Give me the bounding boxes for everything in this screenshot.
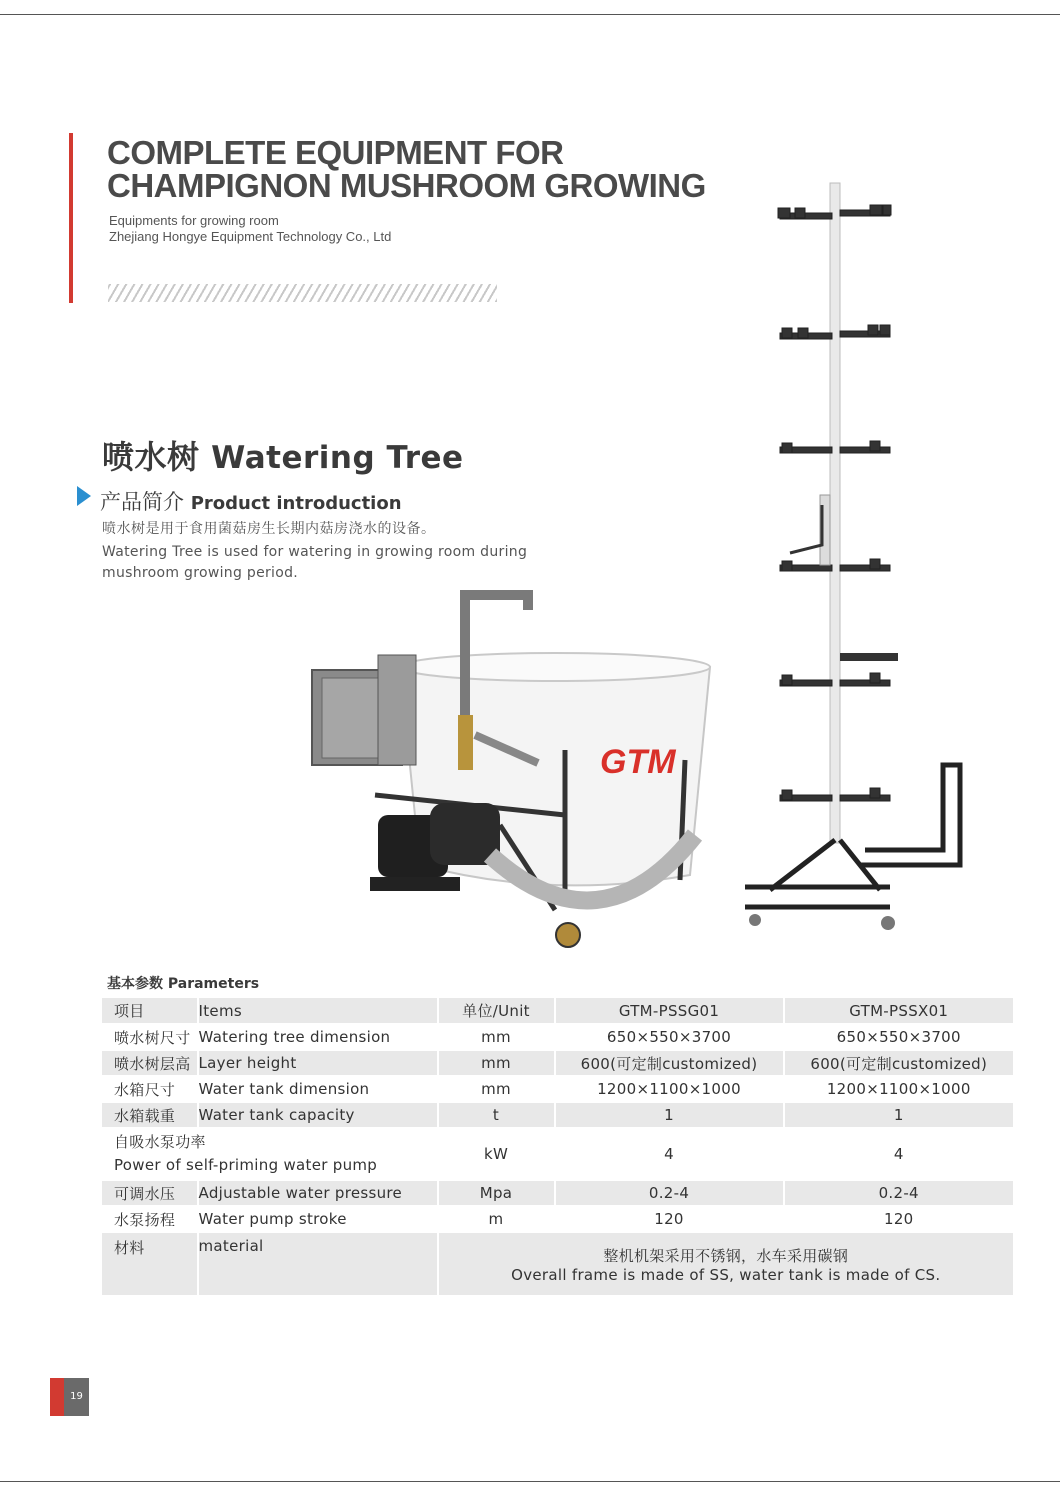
row-value-b: 4 [784, 1128, 1013, 1180]
row-value-a: 0.2-4 [555, 1180, 784, 1206]
section-title-cn: 喷水树 [102, 438, 200, 476]
row-name-en: Water pump stroke [198, 1206, 438, 1232]
row-unit: Mpa [438, 1180, 555, 1206]
row-value-a: 120 [555, 1206, 784, 1232]
row-value-a: 600(可定制customized) [555, 1050, 784, 1076]
table-row [102, 1076, 1013, 1102]
top-rule [0, 14, 1060, 15]
row-name-en: Power of self-priming water pump [114, 1156, 378, 1174]
row-name-en: Watering tree dimension [198, 1024, 438, 1050]
product-photo [300, 175, 980, 955]
header-items-en: Items [198, 998, 438, 1024]
row-value-b: 0.2-4 [784, 1180, 1013, 1206]
row-unit: mm [438, 1076, 555, 1102]
intro-heading-en: Product introduction [190, 493, 402, 514]
page-title-line-1: COMPLETE EQUIPMENT FOR [107, 134, 564, 171]
row-name-pump-power [102, 1128, 438, 1180]
row-unit: mm [438, 1024, 555, 1050]
row-value-b: 1200×1100×1000 [784, 1076, 1013, 1102]
subtitle-line-1: Equipments for growing room [109, 213, 279, 228]
material-value [438, 1232, 1013, 1296]
table-row [102, 1102, 1013, 1128]
parameters-heading: 基本参数 Parameters [107, 976, 260, 992]
row-name-cn: 水箱尺寸 [102, 1076, 198, 1102]
row-value-a: 650×550×3700 [555, 1024, 784, 1050]
row-name-en: material [198, 1232, 438, 1296]
material-value-cn: 整机机架采用不锈钢，水车采用碳钢 [603, 1247, 849, 1265]
row-value-b: 120 [784, 1206, 1013, 1232]
row-unit: m [438, 1206, 555, 1232]
row-value-a: 1 [555, 1102, 784, 1128]
row-name-en: Layer height [198, 1050, 438, 1076]
table-row [102, 1024, 1013, 1050]
header-model-b: GTM-PSSX01 [784, 998, 1013, 1024]
row-unit: mm [438, 1050, 555, 1076]
bottom-rule [0, 1481, 1060, 1482]
intro-heading-cn: 产品简介 [100, 490, 184, 514]
table-row [102, 1180, 1013, 1206]
material-value-en: Overall frame is made of SS, water tank is made of CS. [511, 1266, 941, 1284]
table-row-pump-power [102, 1128, 1013, 1180]
parameters-table [102, 998, 1013, 1297]
table-row [102, 1206, 1013, 1232]
table-row [102, 1050, 1013, 1076]
row-name-en: Water tank dimension [198, 1076, 438, 1102]
row-unit: kW [438, 1128, 555, 1180]
page-number: 19 [50, 1378, 89, 1416]
table-row-material [102, 1232, 1013, 1296]
product-illustration [300, 175, 980, 955]
row-name-cn: 自吸水泵功率 [114, 1133, 206, 1151]
row-unit: t [438, 1102, 555, 1128]
water-tank-unit [312, 595, 710, 947]
header-model-a: GTM-PSSG01 [555, 998, 784, 1024]
section-title-en: Watering Tree [211, 440, 464, 476]
row-name-en: Water tank capacity [198, 1102, 438, 1128]
row-value-a: 1200×1100×1000 [555, 1076, 784, 1102]
watering-tree [745, 183, 960, 930]
row-value-a: 4 [555, 1128, 784, 1180]
subtitle-line-2: Zhejiang Hongye Equipment Technology Co., Ltd [109, 229, 392, 244]
gtm-logo: GTM [600, 743, 676, 781]
row-name-cn: 可调水压 [102, 1180, 198, 1206]
row-value-b: 600(可定制customized) [784, 1050, 1013, 1076]
row-value-b: 1 [784, 1102, 1013, 1128]
row-name-cn: 喷水树尺寸 [102, 1024, 198, 1050]
play-arrow-icon [77, 486, 91, 506]
row-value-b: 650×550×3700 [784, 1024, 1013, 1050]
page-title-line-2: CHAMPIGNON MUSHROOM GROWING [107, 167, 706, 204]
row-name-en: Adjustable water pressure [198, 1180, 438, 1206]
intro-text-en: Watering Tree is used for watering in growing room during mushroom growing period. [102, 544, 528, 581]
title-accent-bar [69, 133, 73, 303]
row-name-cn: 水泵扬程 [102, 1206, 198, 1232]
row-name-cn: 材料 [102, 1232, 198, 1296]
intro-text-cn: 喷水树是用于食用菌菇房生长期内菇房浇水的设备。 [102, 521, 436, 537]
header-unit: 单位/Unit [438, 998, 555, 1024]
header-items-cn: 项目 [102, 998, 198, 1024]
row-name-cn: 水箱载重 [102, 1102, 198, 1128]
table-header-row [102, 998, 1013, 1024]
row-name-cn: 喷水树层高 [102, 1050, 198, 1076]
